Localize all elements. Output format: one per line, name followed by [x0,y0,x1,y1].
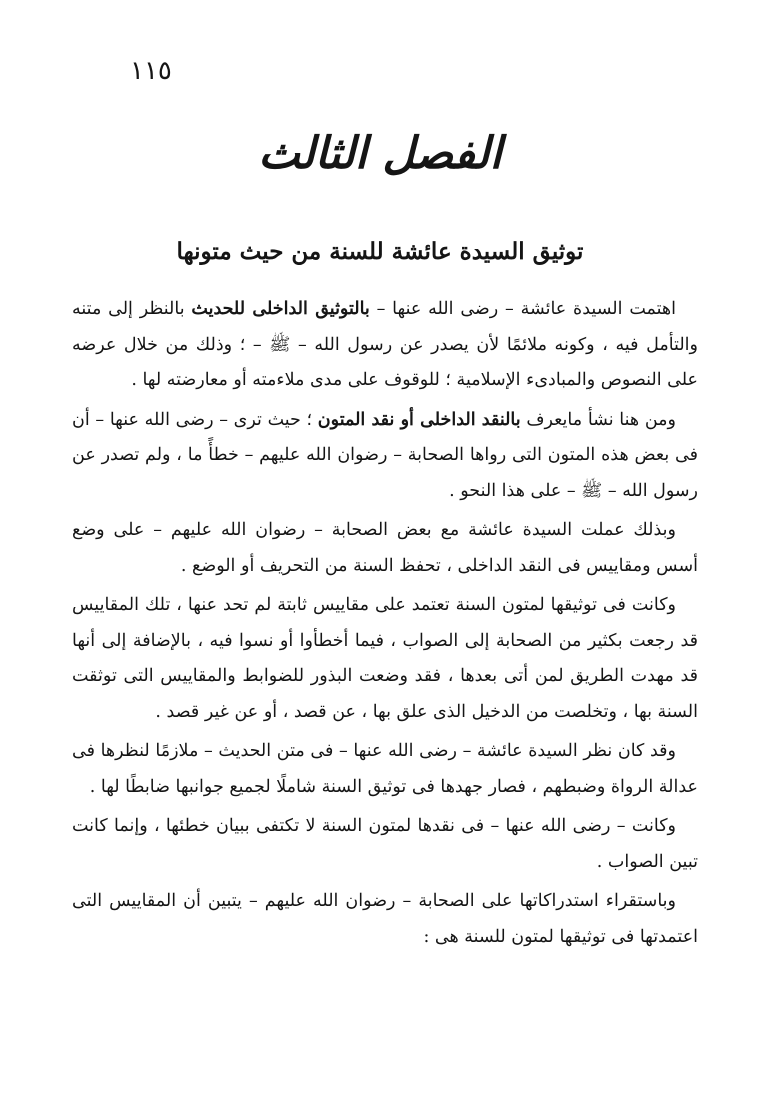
page-number: ١١٥ [130,56,172,86]
emphasis: بالتوثيق الداخلى للحديث [191,299,370,319]
body-text [72,292,698,959]
paragraph: وقد كان نظر السيدة عائشة – رضى الله عنها – فى متن الحديث – ملازمًا لنظرها فى عدالة الرواة وضبطهم ، فصار جهدها فى توثيق السنة شاملًا لجميع جوانبها ضابطًا لها . [72,741,698,797]
paragraph: وكانت فى توثيقها لمتون السنة تعتمد على مقاييس ثابتة لم تحد عنها ، تلك المقاييس قد رجعت بكثير من الصحابة إلى الصواب ، فيما أخطأوا أو نسوا فيه ، بالإضافة إلى أنها قد مهدت الطريق لمن أتى بعدها ، فقد وضعت البذور للضوابط والمقاييس التى توثقت السنة بها ، وتخلصت من الدخيل الذى علق بها ، عن قصد ، أو عن غير قصد . [72,595,698,722]
paragraph: وكانت – رضى الله عنها – فى نقدها لمتون السنة لا تكتفى ببيان خطئها ، وإنما كانت تبين الصواب . [72,816,698,872]
paragraph: اهتمت السيدة عائشة – رضى الله عنها – بالتوثيق الداخلى للحديث بالنظر إلى متنه والتأمل فيه ، وكونه ملائمًا لأن يصدر عن رسول الله – ﷺ – ؛ وذلك من خلال عرضه على النصوص والمبادىء الإسلامية ؛ للوقوف على مدى ملاءمته أو معارضته لها . [72,299,698,390]
paragraph: ومن هنا نشأ مايعرف بالنقد الداخلى أو نقد المتون ؛ حيث ترى – رضى الله عنها – أن فى بعض هذه المتون التى رواها الصحابة – رضوان الله عليهم – خطأً ما ، ولم تصدر عن رسول الله – ﷺ – على هذا النحو . [72,409,698,501]
emphasis: بالنقد الداخلى أو نقد المتون [317,409,521,430]
chapter-title: الفصل الثالث [258,128,502,179]
paragraph: وباستقراء استدراكاتها على الصحابة – رضوان الله عليهم – يتبين أن المقاييس التى اعتمدتها فى توثيقها لمتون للسنة هى : [72,891,698,947]
section-title: توثيق السيدة عائشة للسنة من حيث متونها [176,238,584,265]
paragraph: وبذلك عملت السيدة عائشة مع بعض الصحابة – رضوان الله عليهم – على وضع أسس ومقاييس فى النقد الداخلى ، تحفظ السنة من التحريف أو الوضع . [72,520,698,576]
